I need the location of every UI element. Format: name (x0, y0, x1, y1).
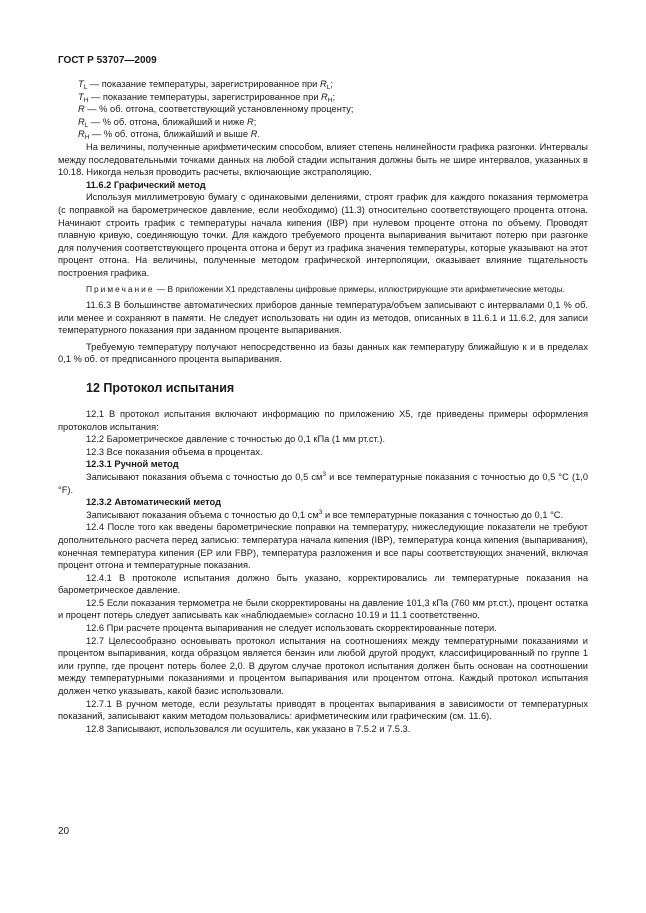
paragraph-12-1: 12.1 В протокол испытания включают информацию по приложению X5, где приведены примеры оформления протоколов испытания: (58, 408, 588, 432)
heading-12-3-1: 12.3.1 Ручной метод (86, 459, 179, 470)
paragraph-11-6-3: 11.6.3 В большинстве автоматических приборов данные температура/объем записывают с интервалами 0,1 % об. или менее и сохраняют в памяти. Не следует использовать ни один из методов, описанных в 11.6.1 и 11.6.2, для записи температурного показания при заданном проценте выпаривания. (58, 300, 588, 336)
paragraph-12-4-1: 12.4.1 В протоколе испытания должно быть указано, корректировались ли температурные показания на барометрическое давление. (58, 572, 588, 596)
paragraph-12-3-1: Записывают показания объема с точностью до 0,5 $см^3$ и все температурные показания с точностью до 0,5 °С (1,0 °F). (58, 470, 588, 495)
paragraph-12-7-1: 12.7.1 В ручном методе, если результаты приводят в процентах выпаривания в зависимости от температурных показаний, записывают каким методом пользовались: арифметическим или графическим (см. 11.6). (58, 698, 588, 722)
note (58, 284, 588, 296)
paragraph-12-7: 12.7 Целесообразно основывать протокол испытания на соотношениях между температурными показаниями и процентом выпаривания, когда образцом является бензин или любой другой продукт, классифицированный по группе 1 или группе, где процент потерь более 2,0. В другом случае протокол испытания должен быть основан на соотношении между температурными показаниями и процентом выпаривания или процентом отгона. Каждый протокол испытания должен четко указывать, какой базис использовали. (58, 635, 588, 697)
definitions-list (58, 78, 588, 141)
paragraph-values: На величины, полученные арифметическим способом, влияет степень нелинейности графика разгонки. Интервалы между последовательными точками данных на любой стадии испытания должны быть не шире интервалов, указанных в 10.18. Никогда нельзя проводить расчеты, включающие экстраполяцию. (58, 141, 588, 178)
definition-item: $T_H$ — показание температуры, зарегистрированное при $R_H$; (78, 91, 336, 104)
paragraph-12-5: 12.5 Если показания термометра не были скорректированы на давление 101,3 кПа (760 мм рт.ст.), процент остатка и процент потерь следует записывать как «наблюдаемые» согласно 10.19 и 11.1 соответственно. (58, 597, 588, 621)
paragraph-11-6-3-b: Требуемую температуру получают непосредственно из базы данных как температуру ближайшую к и в пределах 0,1 % об. от предписанного процента выпаривания. (58, 341, 588, 365)
note-label: Примечание (86, 283, 155, 294)
paragraph-12-3-2: Записывают показания объема с точностью до 0,1 $см^3$ и все температурные показания с точностью до 0,1 °С. (86, 508, 564, 520)
paragraph-12-2: 12.2 Барометрическое давление с точностью до 0,1 кПа (1 мм рт.ст.). (86, 434, 386, 445)
heading-12-3-2: 12.3.2 Автоматический метод (86, 497, 222, 508)
page-number: 20 (58, 826, 70, 837)
paragraph-12-4: 12.4 После того как введены барометрические поправки на температуру, нижеследующие показатели не требуют дополнительного расчета перед записью: температура начала кипения (IBP), температура конца кипения (выпаривания), конечная температура кипения (EP или FBP), температура разложения и все пары соответствующих значений, включая процент отгона и температурные показания. (58, 522, 588, 571)
paragraph-11-6-2: Используя миллиметровую бумагу с одинаковыми делениями, строят график для каждого показания термометра (с поправкой на барометрическое давление, если необходимо) (11.3) относительно соответствующего процента отгона. Начинают строить график с температуры начала кипения (IBP) при нулевом проценте отгона по объему. Проводят плавную кривую, соединяющую точки. Для каждого требуемого процента выпаривания вычитают потерю при разгонке для получения соответствующего процента отгона и берут из графика значения температуры, которые указывают на этот процент отгона. На величины, полученные методом графической интерполяции, оказывает влияние тщательность построения графика. (58, 192, 588, 278)
definition-item: $R_L$ — % об. отгона, ближайший и ниже R; (78, 116, 257, 129)
page-content (58, 78, 588, 735)
section-title: 12 Протокол испытания (86, 380, 235, 395)
paragraph-12-3: 12.3 Все показания объема в процентах. (86, 446, 263, 457)
standard-header: ГОСТ Р 53707—2009 (58, 55, 157, 66)
definition-item: R — % об. отгона, соответствующий установленному проценту; (78, 104, 354, 115)
note-text: — В приложении X1 представлены цифровые примеры, иллюстрирующие эти арифметические методы. (154, 283, 565, 294)
paragraph-12-8: 12.8 Записывают, использовался ли осушитель, как указано в 7.5.2 и 7.5.3. (86, 723, 411, 734)
definition-item: $T_L$ — показание температуры, зарегистрированное при $R_L$; (78, 79, 333, 91)
definition-item: $R_H$ — % об. отгона, ближайший и выше R. (78, 129, 260, 142)
heading-11-6-2: 11.6.2 Графический метод (86, 179, 206, 190)
paragraph-12-6: 12.6 При расчете процента выпаривания не следует использовать скорректированные потери. (86, 623, 497, 634)
